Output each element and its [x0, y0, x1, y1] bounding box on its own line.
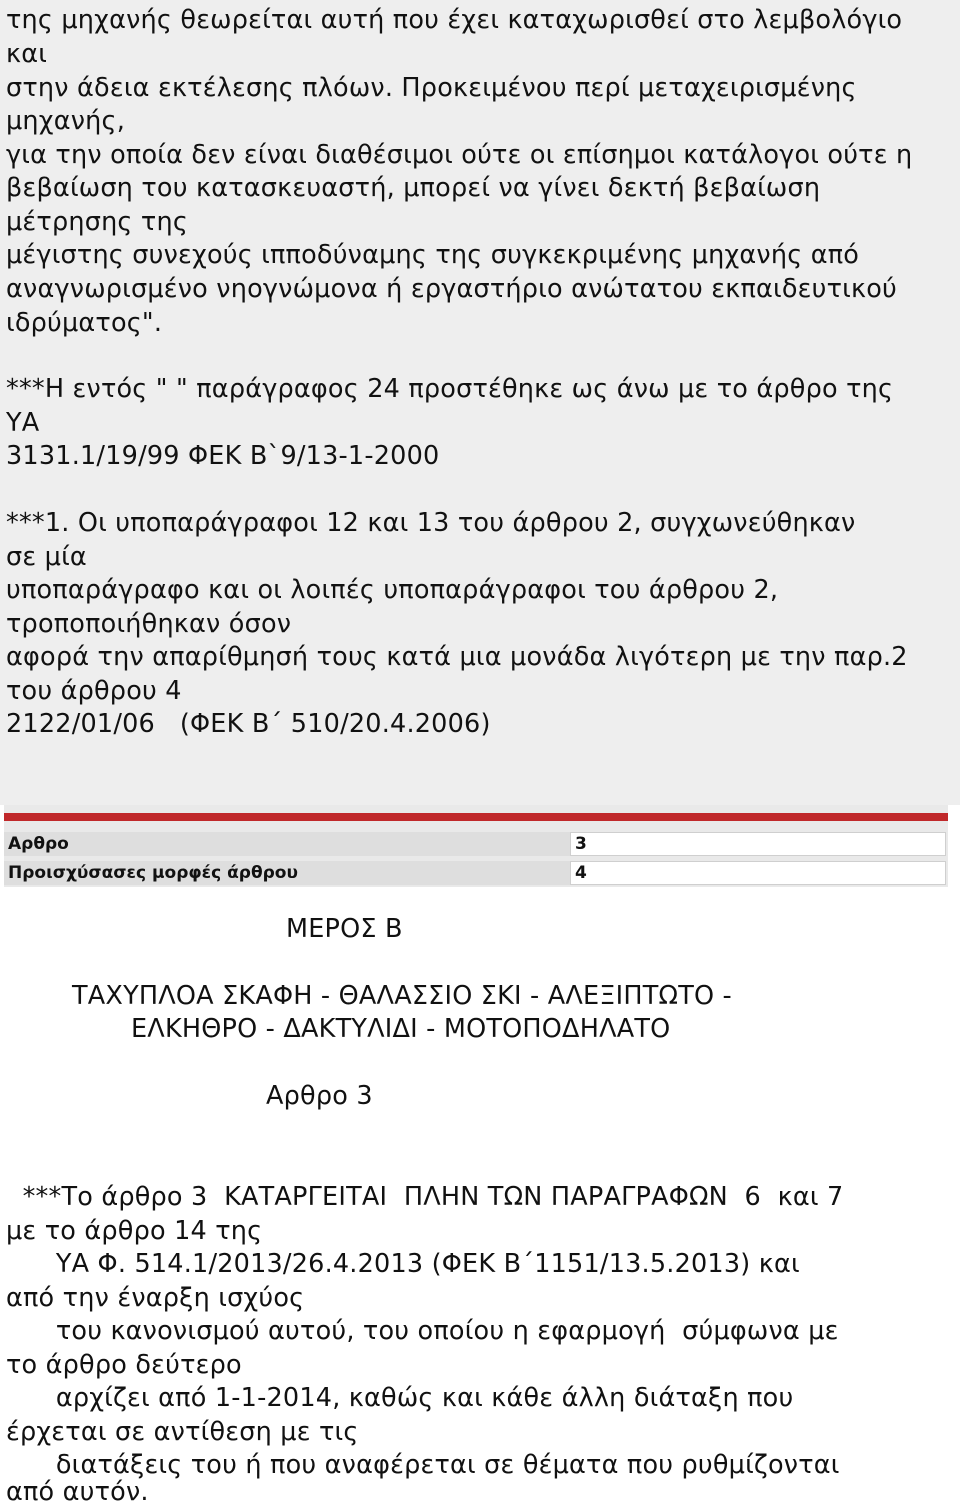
body-text-line: αναγνωρισμένο νηογνώμονα ή εργαστήριο ανώτατου εκπαιδευτικού [6, 274, 897, 304]
abolition-note-line: έρχεται σε αντίθεση με τις [6, 1417, 359, 1447]
abolition-note-line: από αυτόν. [6, 1477, 149, 1507]
part-heading: ΜΕΡΟΣ Β [286, 914, 403, 944]
abolition-note-line: ΥΑ Φ. 514.1/2013/26.4.2013 (ΦΕΚ Β΄1151/13.5.2013) και [6, 1249, 800, 1279]
red-divider [4, 813, 948, 821]
amendment-note-line: σε μία [6, 542, 87, 572]
table-value: 3 [570, 832, 946, 856]
amendment-note-line: τροποποιήθηκαν όσον [6, 609, 292, 639]
abolition-note-line: διατάξεις του ή που αναφέρεται σε θέματα που ρυθμίζονται [6, 1450, 840, 1480]
body-text-line: μηχανής, [6, 106, 126, 136]
amendment-note-line: 2122/01/06 (ΦΕΚ Β΄ 510/20.4.2006) [6, 709, 491, 739]
body-text-line: βεβαίωση του κατασκευαστή, μπορεί να γίνει δεκτή βεβαίωση [6, 173, 821, 203]
abolition-note-line: ***Το άρθρο 3 ΚΑΤΑΡΓΕΙΤΑΙ ΠΛΗΝ ΤΩΝ ΠΑΡΑΓΡΑΦΩΝ 6 και 7 [6, 1182, 844, 1212]
abolition-note-line: του κανονισμού αυτού, του οποίου η εφαρμογή σύμφωνα με [6, 1316, 839, 1346]
amendment-note-line: 3131.1/19/99 ΦΕΚ Β`9/13-1-2000 [6, 441, 440, 471]
body-text-line: ιδρύματος". [6, 308, 163, 338]
amendment-note-line: ***1. Οι υποπαράγραφοι 12 και 13 του άρθρου 2, συγχωνεύθηκαν [6, 508, 856, 538]
abolition-note-line: από την έναρξη ισχύος [6, 1283, 305, 1313]
article-info-table [4, 805, 948, 887]
abolition-note-line: το άρθρο δεύτερο [6, 1350, 242, 1380]
table-row[interactable] [4, 861, 948, 885]
section-title-line: ΕΛΚΗΘΡΟ - ΔΑΚΤΥΛΙΔΙ - ΜΟΤΟΠΟΔΗΛΑΤΟ [131, 1014, 671, 1044]
body-text-line: μέγιστης συνεχούς ιπποδύναμης της συγκεκριμένης μηχανής από [6, 240, 860, 270]
abolition-note-line: με το άρθρο 14 της [6, 1216, 263, 1246]
table-value: 4 [570, 861, 946, 885]
amendment-note-line: υποπαράγραφο και οι λοιπές υποπαράγραφοι του άρθρου 2, [6, 575, 779, 605]
body-text-line: και [6, 39, 48, 69]
amendment-note-line: ΥΑ [6, 408, 40, 438]
article-heading: Αρθρο 3 [266, 1081, 373, 1111]
amendment-note-line: ***Η εντός " " παράγραφος 24 προστέθηκε ως άνω με το άρθρο της [6, 374, 894, 404]
body-text-line: της μηχανής θεωρείται αυτή που έχει καταχωρισθεί στο λεμβολόγιο [6, 5, 903, 35]
body-text-line: στην άδεια εκτέλεσης πλόων. Προκειμένου περί μεταχειρισμένης [6, 73, 857, 103]
table-label: Αρθρο [4, 832, 570, 856]
amendment-note-line: αφορά την απαρίθμησή τους κατά μια μονάδα λιγότερη με την παρ.2 [6, 642, 908, 672]
table-label: Προισχύσασες μορφές άρθρου [4, 861, 570, 885]
table-row [4, 832, 948, 856]
body-text-line: μέτρησης της [6, 207, 188, 237]
body-text-line: για την οποία δεν είναι διαθέσιμοι ούτε οι επίσημοι κατάλογοι ούτε η [6, 140, 913, 170]
amendment-note-line: του άρθρου 4 [6, 676, 182, 706]
abolition-note-line: αρχίζει από 1-1-2014, καθώς και κάθε άλλη διάταξη που [6, 1383, 794, 1413]
section-title-line: ΤΑΧΥΠΛΟΑ ΣΚΑΦΗ - ΘΑΛΑΣΣΙΟ ΣΚΙ - ΑΛΕΞΙΠΤΩΤΟ - [72, 981, 732, 1011]
